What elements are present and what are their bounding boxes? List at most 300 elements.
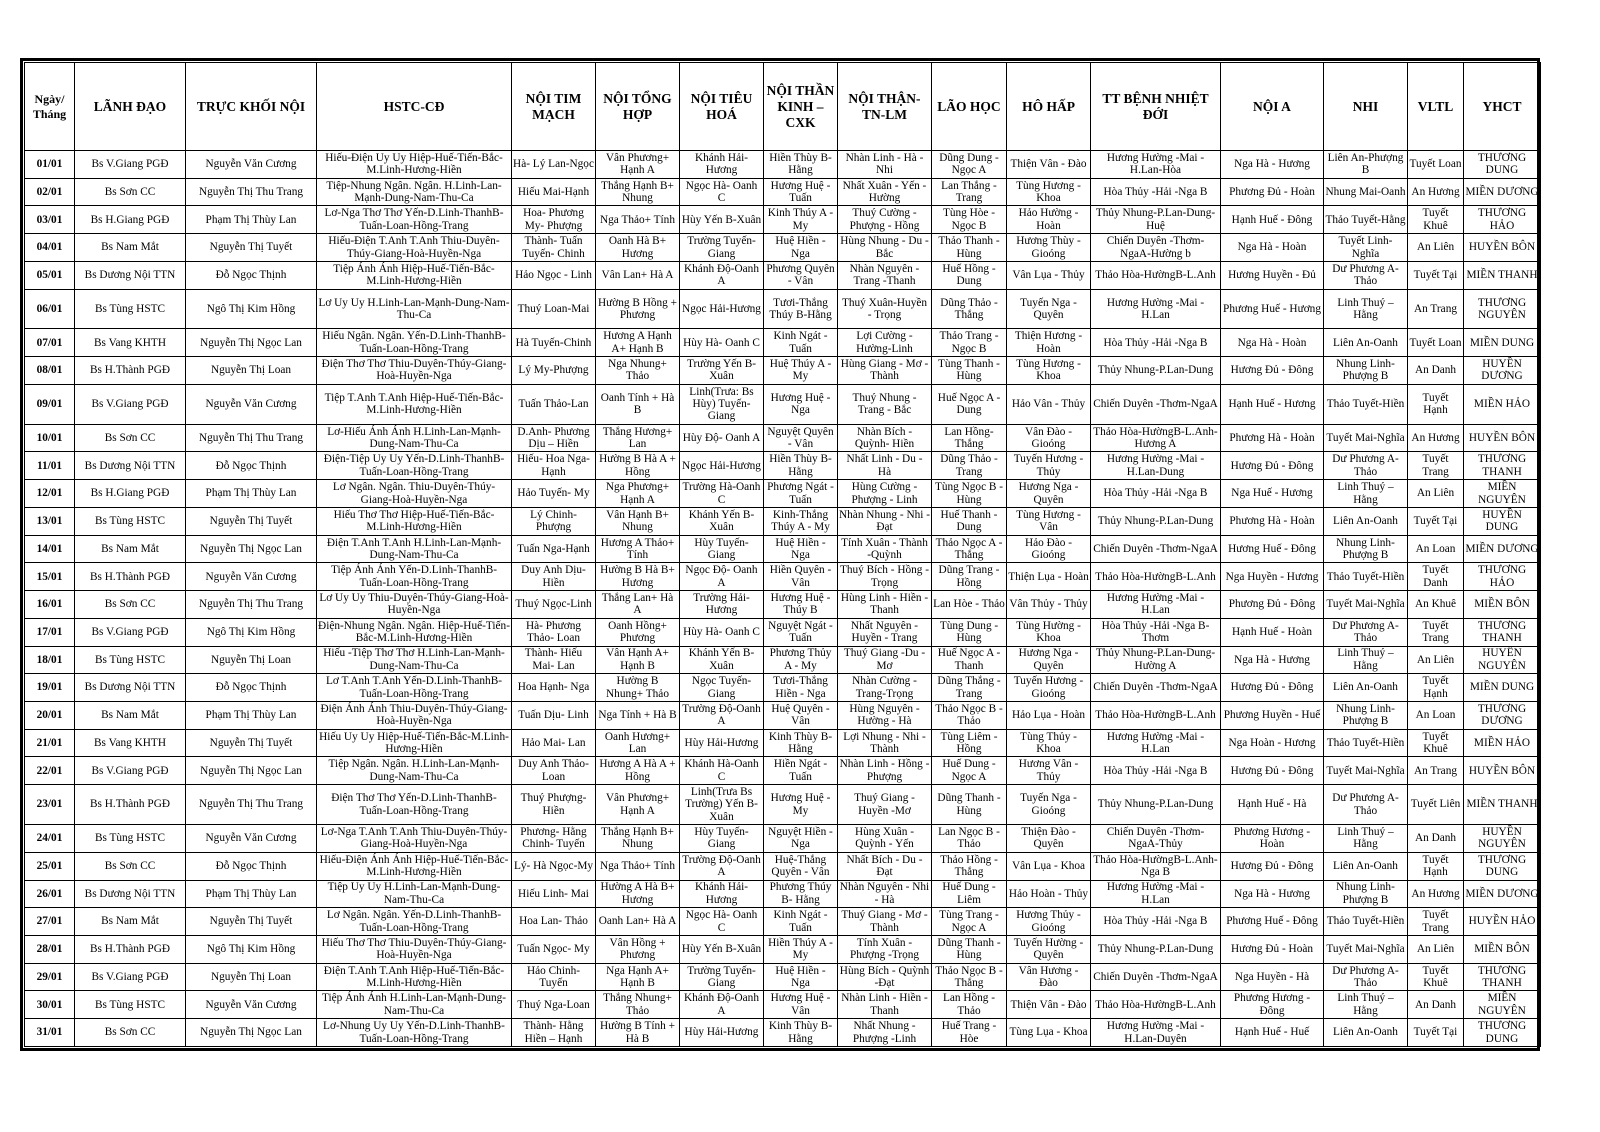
cell-gastroenterology: Linh(Trưa Bs Trường) Yến B- Xuân	[680, 785, 764, 825]
cell-gastroenterology: Trường Độ-Oanh A	[680, 701, 764, 729]
cell-leader: Bs Nam Mắt	[75, 234, 186, 262]
cell-date: 11/01	[25, 452, 75, 480]
cell-nephrology: Hùng Bích - Quỳnh -Đạt	[838, 963, 932, 991]
cell-internal-a: Hương Đủ - Hoàn	[1221, 935, 1324, 963]
cell-pediatrics: Thảo Tuyết-Hằng	[1324, 206, 1408, 234]
cell-leader: Bs Dương Nội TTN	[75, 674, 186, 702]
cell-date: 09/01	[25, 384, 75, 424]
cell-gastroenterology: Ngọc Tuyến-Giang	[680, 674, 764, 702]
cell-geriatrics: Thảo Ngọc B - Thắng	[932, 963, 1007, 991]
cell-traditional-medicine: THƯƠNG THANH	[1464, 618, 1541, 646]
cell-neurology: Hương Huệ - Thúy B	[764, 591, 838, 619]
cell-geriatrics: Dũng Trang - Hồng	[932, 563, 1007, 591]
cell-cardiology: Lý Chinh-Phượng	[512, 507, 596, 535]
cell-respiratory: Thiện Vân - Đào	[1007, 151, 1091, 179]
cell-physiotherapy: Tuyết Hạnh	[1408, 852, 1464, 880]
cell-leader: Bs H.Thành PGĐ	[75, 935, 186, 963]
cell-leader: Bs H.Thành PGĐ	[75, 563, 186, 591]
cell-general-internal: Vân Hạnh A+ Hạnh B	[596, 646, 680, 674]
cell-internal-a: Phương Hà - Hoàn	[1221, 507, 1324, 535]
cell-physiotherapy: An Liên	[1408, 480, 1464, 508]
cell-cardiology: Thuý Loan-Mai	[512, 289, 596, 329]
cell-respiratory: Hảo Đào - Gioóng	[1007, 535, 1091, 563]
cell-respiratory: Vân Hương - Đào	[1007, 963, 1091, 991]
cell-internal-a: Hạnh Huế - Hà	[1221, 785, 1324, 825]
cell-pediatrics: Linh Thuý – Hằng	[1324, 991, 1408, 1019]
cell-internal-duty: Nguyễn Thị Loan	[186, 646, 317, 674]
cell-leader: Bs Dương Nội TTN	[75, 452, 186, 480]
cell-internal-a: Nga Huyền - Hà	[1221, 963, 1324, 991]
cell-cardiology: Thành- Hằng Hiền – Hạnh	[512, 1019, 596, 1047]
header-date: Ngày/ Tháng	[25, 63, 75, 151]
cell-general-internal: Vân Lan+ Hà A	[596, 261, 680, 289]
cell-internal-a: Hương Huế - Đông	[1221, 535, 1324, 563]
cell-nephrology: Thuý Giang - Mơ - Thành	[838, 908, 932, 936]
cell-date: 04/01	[25, 234, 75, 262]
cell-internal-duty: Ngô Thị Kim Hồng	[186, 935, 317, 963]
table-row	[25, 289, 1541, 329]
cell-date: 26/01	[25, 880, 75, 908]
cell-internal-a: Hương Đủ - Đông	[1221, 852, 1324, 880]
cell-hstc-cd: Hiếu Ngân. Ngân. Yến-D.Linh-ThanhB-Tuấn-Loan-Hồng-Trang	[317, 329, 512, 357]
cell-traditional-medicine: THƯƠNG DƯƠNG	[1464, 701, 1541, 729]
cell-tropical-diseases: Thủy Nhung-P.Lan-Dung-Huệ	[1091, 206, 1221, 234]
cell-hstc-cd: Lơ-Nhung Uy Uy Yến-D.Linh-ThanhB-Tuấn-Loan-Hồng-Trang	[317, 1019, 512, 1047]
cell-traditional-medicine: HUYỀN BÔN	[1464, 757, 1541, 785]
cell-neurology: Kinh Thùy B-Hằng	[764, 1019, 838, 1047]
cell-internal-a: Nga Hoàn - Hương	[1221, 729, 1324, 757]
cell-neurology: Hương Huệ - Vân	[764, 991, 838, 1019]
cell-geriatrics: Huế Thanh - Dung	[932, 507, 1007, 535]
header-nephrology: NỘI THẬN-TN-LM	[838, 63, 932, 151]
cell-general-internal: Hương A Hạnh A+ Hạnh B	[596, 329, 680, 357]
cell-leader: Bs V.Giang PGĐ	[75, 963, 186, 991]
cell-nephrology: Nhàn Nhung - Nhi - Đạt	[839, 508, 930, 534]
cell-date: 23/01	[25, 785, 75, 825]
cell-date: 24/01	[25, 825, 75, 853]
cell-tropical-diseases: Thủy Nhung-P.Lan-Dung	[1091, 507, 1221, 535]
cell-pediatrics: Linh Thuý – Hằng	[1324, 825, 1408, 853]
cell-nephrology: Nhất Nguyên - Huyền - Trang	[838, 618, 932, 646]
cell-respiratory: Hương Nga - Quyên	[1007, 480, 1091, 508]
cell-respiratory: Thiện Vân - Đào	[1007, 991, 1091, 1019]
cell-general-internal: Hường B Tính + Hà B	[596, 1019, 680, 1047]
cell-cardiology: Hà- Lý Lan-Ngọc	[512, 151, 596, 179]
cell-date: 27/01	[25, 908, 75, 936]
cell-geriatrics: Lan Hồng - Thảo	[932, 991, 1007, 1019]
cell-physiotherapy: An Liên	[1408, 935, 1464, 963]
header-gastroenterology: NỘI TIÊU HOÁ	[680, 63, 764, 151]
cell-pediatrics: Liên An-Oanh	[1324, 507, 1408, 535]
cell-respiratory: Tuyến Hường - Quyên	[1007, 935, 1091, 963]
cell-general-internal: Oanh Tính + Hà B	[596, 384, 680, 424]
cell-internal-a: Phương Huế - Hương	[1221, 289, 1324, 329]
cell-cardiology: Thành- Hiếu Mai- Lan	[512, 646, 596, 674]
cell-internal-duty: Nguyễn Thị Ngọc Lan	[186, 1019, 317, 1047]
cell-geriatrics: Tùng Liêm - Hồng	[932, 729, 1007, 757]
cell-tropical-diseases: Hương Hường -Mai - H.Lan-Dung	[1091, 452, 1221, 480]
cell-neurology: Phương Thủy A - My	[764, 646, 838, 674]
table-row	[25, 535, 1541, 563]
cell-respiratory: Tùng Lụa - Khoa	[1007, 1019, 1091, 1047]
cell-hstc-cd: Lơ Uy Uy Thiu-Duyên-Thúy-Giang-Hoà-Huyền-Nga	[317, 591, 512, 619]
cell-respiratory: Hảo Hường - Hoàn	[1007, 206, 1091, 234]
table-row	[25, 674, 1541, 702]
cell-gastroenterology: Trường Tuyến-Giang	[680, 234, 764, 262]
cell-geriatrics: Tùng Dung - Hùng	[932, 618, 1007, 646]
cell-geriatrics: Dũng Thắng - Trang	[932, 674, 1007, 702]
cell-internal-duty: Đỗ Ngọc Thịnh	[186, 852, 317, 880]
cell-traditional-medicine: HUYỀN DƯƠNG	[1464, 357, 1541, 385]
cell-leader: Bs Tùng HSTC	[75, 991, 186, 1019]
cell-neurology: Tươi-Thắng Hiền - Nga	[764, 674, 838, 702]
cell-hstc-cd: Tiệp Ánh Ánh H.Linh-Lan-Mạnh-Dung-Nam-Thu-Ca	[317, 991, 512, 1019]
cell-physiotherapy: Tuyết Khuê	[1408, 206, 1464, 234]
cell-internal-duty: Nguyễn Thị Tuyết	[186, 234, 317, 262]
cell-physiotherapy: Tuyết Tại	[1408, 507, 1464, 535]
cell-cardiology: Hiếu- Hoa Nga-Hạnh	[512, 452, 596, 480]
header-traditional-medicine: YHCT	[1464, 63, 1541, 151]
cell-tropical-diseases: Chiến Duyên -Thơm-NgaA	[1091, 963, 1221, 991]
cell-internal-a: Phương Đủ - Đông	[1221, 591, 1324, 619]
cell-tropical-diseases: Hương Hường -Mai - H.Lan	[1091, 591, 1221, 619]
cell-internal-a: Hương Đủ - Đông	[1221, 357, 1324, 385]
cell-date: 17/01	[25, 618, 75, 646]
cell-neurology: Kinh-Thắng Thúy A - My	[764, 507, 838, 535]
cell-tropical-diseases: Hương Hường -Mai - H.Lan	[1091, 729, 1221, 757]
cell-hstc-cd: Lơ T.Anh T.Anh Yến-D.Linh-ThanhB-Tuấn-Loan-Hồng-Trang	[317, 674, 512, 702]
cell-internal-duty: Nguyễn Thị Loan	[186, 963, 317, 991]
cell-internal-duty: Nguyễn Văn Cương	[186, 825, 317, 853]
table-row	[25, 963, 1541, 991]
cell-date: 14/01	[25, 535, 75, 563]
cell-tropical-diseases: Thủy Nhung-P.Lan-Dung	[1091, 785, 1221, 825]
cell-respiratory: Vân Lụa - Thủy	[1007, 261, 1091, 289]
cell-traditional-medicine: MIỀN DƯƠNG	[1464, 178, 1541, 206]
cell-physiotherapy: Tuyết Trang	[1408, 452, 1464, 480]
cell-date: 02/01	[25, 178, 75, 206]
cell-physiotherapy: An Hương	[1408, 424, 1464, 452]
cell-gastroenterology: Ngọc Độ- Oanh A	[680, 563, 764, 591]
cell-hstc-cd: Lơ-Hiếu Ánh Ánh H.Linh-Lan-Mạnh-Dung-Nam-Thu-Ca	[317, 424, 512, 452]
cell-tropical-diseases: Chiến Duyên -Thơm-NgaA	[1091, 384, 1221, 424]
cell-nephrology: Nhất Linh - Du - Hà	[838, 452, 932, 480]
table-row	[25, 452, 1541, 480]
cell-traditional-medicine: MIỀN BÔN	[1464, 591, 1541, 619]
cell-internal-duty: Nguyễn Văn Cương	[186, 384, 317, 424]
cell-gastroenterology: Khánh Yến B-Xuân	[680, 646, 764, 674]
cell-geriatrics: Dũng Thanh - Hùng	[932, 785, 1007, 825]
cell-traditional-medicine: THƯƠNG THANH	[1464, 452, 1541, 480]
cell-pediatrics: Tuyết Mai-Nghĩa	[1324, 424, 1408, 452]
cell-respiratory: Tuyến Nga - Gioóng	[1007, 785, 1091, 825]
cell-pediatrics: Linh Thuý – Hằng	[1324, 289, 1408, 329]
cell-gastroenterology: Hùy Hà- Oanh C	[680, 618, 764, 646]
cell-cardiology: Hảo Ngọc - Linh	[512, 261, 596, 289]
cell-neurology: Kinh Ngát - Tuấn	[764, 908, 838, 936]
cell-tropical-diseases: Thủy Nhung-P.Lan-Dung- Hường A	[1091, 646, 1221, 674]
cell-nephrology: Nhàn Linh - Hồng - Phượng	[838, 757, 932, 785]
cell-tropical-diseases: Hương Hường -Mai - H.Lan-Duyên	[1091, 1019, 1221, 1047]
cell-general-internal: Oanh Hà B+ Hương	[596, 234, 680, 262]
cell-general-internal: Hường B Nhung+ Thảo	[596, 674, 680, 702]
cell-hstc-cd: Điện T.Anh T.Anh H.Linh-Lan-Mạnh-Dung-Nam-Thu-Ca	[317, 535, 512, 563]
cell-tropical-diseases: Chiến Duyên -Thơm-NgaA-Hường b	[1091, 234, 1221, 262]
cell-traditional-medicine: MIỀN HẢO	[1464, 729, 1541, 757]
cell-physiotherapy: An Danh	[1408, 357, 1464, 385]
cell-hstc-cd: Tiệp T.Anh T.Anh Hiệp-Huế-Tiến-Bắc-M.Linh-Hương-Hiền	[317, 384, 512, 424]
cell-neurology: Hiền Thúy A - My	[764, 935, 838, 963]
cell-neurology: Hiền Thùy B-Hằng	[764, 452, 838, 480]
cell-date: 31/01	[25, 1019, 75, 1047]
cell-neurology: Phương Quyên - Vân	[764, 261, 838, 289]
table-row	[25, 618, 1541, 646]
cell-internal-duty: Nguyễn Thị Thu Trang	[186, 178, 317, 206]
cell-hstc-cd: Lơ Ngân. Ngân. Thiu-Duyên-Thúy-Giang-Hoà-Huyền-Nga	[317, 480, 512, 508]
cell-nephrology: Hùng Nhung - Du - Bắc	[838, 234, 932, 262]
cell-date: 10/01	[25, 424, 75, 452]
cell-gastroenterology: Hùy Tuyến-Giang	[680, 825, 764, 853]
cell-internal-a: Hương Đủ - Đông	[1221, 674, 1324, 702]
cell-gastroenterology: Trường Tuyến-Giang	[680, 963, 764, 991]
cell-physiotherapy: An Trang	[1408, 757, 1464, 785]
cell-physiotherapy: An Hương	[1408, 178, 1464, 206]
cell-neurology: Huệ Quyên - Vân	[764, 701, 838, 729]
cell-internal-duty: Đỗ Ngọc Thịnh	[186, 452, 317, 480]
cell-traditional-medicine: HUYỀN BÔN	[1464, 234, 1541, 262]
cell-nephrology: Nhàn Linh - Hà - Nhi	[838, 151, 932, 179]
cell-leader: Bs Tùng HSTC	[75, 507, 186, 535]
cell-respiratory: Hương Nga - Quyên	[1007, 646, 1091, 674]
cell-nephrology: Thuý Nhung - Trang - Bắc	[838, 384, 932, 424]
cell-general-internal: Nga Hạnh A+ Hạnh B	[596, 963, 680, 991]
table-row	[25, 591, 1541, 619]
cell-physiotherapy: An Liên	[1408, 234, 1464, 262]
cell-internal-a: Phương Hà - Hoàn	[1221, 424, 1324, 452]
cell-tropical-diseases: Hòa Thủy -Hải -Nga B	[1091, 908, 1221, 936]
cell-cardiology: Hoa Lan- Thảo	[512, 908, 596, 936]
cell-neurology: Phương Thúy B- Hằng	[764, 880, 838, 908]
cell-gastroenterology: Ngọc Hải-Hương	[680, 452, 764, 480]
cell-pediatrics: Linh Thuý – Hằng	[1324, 480, 1408, 508]
cell-geriatrics: Huế Dung - Liêm	[932, 880, 1007, 908]
cell-tropical-diseases: Hòa Thủy -Hải -Nga B	[1091, 757, 1221, 785]
cell-nephrology: Lợi Cường - Hường-Linh	[838, 329, 932, 357]
cell-gastroenterology: Ngọc Hải-Hương	[680, 289, 764, 329]
cell-internal-a: Phương Đủ - Hoàn	[1221, 178, 1324, 206]
cell-date: 01/01	[25, 151, 75, 179]
cell-date: 12/01	[25, 480, 75, 508]
cell-pediatrics: Liên An-Oanh	[1324, 674, 1408, 702]
cell-traditional-medicine: THƯƠNG HẢO	[1464, 206, 1541, 234]
cell-gastroenterology: Ngọc Hà- Oanh C	[680, 908, 764, 936]
table-row	[25, 785, 1541, 825]
cell-tropical-diseases: Thảo Hòa-HườngB-L.Anh	[1091, 563, 1221, 591]
cell-nephrology: Hùng Linh - Hiền -Thanh	[838, 591, 932, 619]
table-body	[25, 151, 1541, 1047]
cell-hstc-cd: Lơ Ngân. Ngân. Yến-D.Linh-ThanhB-Tuấn-Loan-Hồng-Trang	[317, 908, 512, 936]
cell-date: 30/01	[25, 991, 75, 1019]
cell-geriatrics: Tùng Hòe - Ngọc B	[932, 206, 1007, 234]
cell-gastroenterology: Trường Yến B-Xuân	[680, 357, 764, 385]
cell-respiratory: Hảo Lụa - Hoàn	[1007, 701, 1091, 729]
cell-respiratory: Thiện Lụa - Hoàn	[1007, 563, 1091, 591]
cell-general-internal: Oanh Hương+ Lan	[596, 729, 680, 757]
cell-traditional-medicine: THƯƠNG THANH	[1464, 963, 1541, 991]
cell-geriatrics: Dũng Thảo - Thắng	[932, 289, 1007, 329]
cell-geriatrics: Lan Ngọc B - Thảo	[932, 825, 1007, 853]
cell-gastroenterology: Hùy Độ- Oanh A	[680, 424, 764, 452]
cell-general-internal: Thắng Hạnh B+ Nhung	[596, 178, 680, 206]
cell-leader: Bs Nam Mắt	[75, 535, 186, 563]
cell-hstc-cd: Hiếu-Điện Ánh Ánh Hiệp-Huế-Tiến-Bắc-M.Linh-Hương-Hiền	[317, 852, 512, 880]
cell-hstc-cd: Tiệp-Nhung Ngân. Ngân. H.Linh-Lan-Mạnh-Dung-Nam-Thu-Ca	[317, 178, 512, 206]
cell-nephrology: Nhất Nhung - Phượng -Linh	[838, 1019, 932, 1047]
cell-internal-a: Nga Huyền - Hương	[1221, 563, 1324, 591]
cell-neurology: Huệ Hiền - Nga	[764, 535, 838, 563]
cell-geriatrics: Thảo Trang - Ngọc B	[932, 329, 1007, 357]
cell-general-internal: Nga Phương+ Hạnh A	[596, 480, 680, 508]
cell-internal-a: Nga Hà - Hoàn	[1221, 234, 1324, 262]
cell-pediatrics: Tuyết Linh-Nghĩa	[1324, 234, 1408, 262]
cell-date: 19/01	[25, 674, 75, 702]
table-row	[25, 701, 1541, 729]
cell-respiratory: Tuyến Nga - Quyên	[1007, 289, 1091, 329]
cell-pediatrics: Nhung Linh-Phượng B	[1324, 880, 1408, 908]
cell-internal-a: Nga Hà - Hương	[1221, 151, 1324, 179]
cell-hstc-cd: Hiếu-Điện Uy Uy Hiệp-Huế-Tiến-Bắc-M.Linh-Hương-Hiền	[317, 151, 512, 179]
cell-hstc-cd: Điện-Tiệp Uy Uy Yến-D.Linh-ThanhB-Tuấn-Loan-Hồng-Trang	[317, 452, 512, 480]
cell-pediatrics: Nhung Linh-Phượng B	[1324, 535, 1408, 563]
cell-traditional-medicine: THƯƠNG HẢO	[1464, 563, 1541, 591]
cell-respiratory: Tùng Hương - Vân	[1007, 507, 1091, 535]
cell-general-internal: Thắng Hương+ Lan	[596, 424, 680, 452]
cell-leader: Bs Sơn CC	[75, 178, 186, 206]
cell-leader: Bs H.Giang PGĐ	[75, 206, 186, 234]
cell-traditional-medicine: MIỀN NGUYÊN	[1464, 480, 1541, 508]
cell-gastroenterology: Ngọc Hà- Oanh C	[680, 178, 764, 206]
table-row	[25, 357, 1541, 385]
cell-neurology: Hương Huệ - Tuấn	[764, 178, 838, 206]
cell-tropical-diseases: Hòa Thủy -Hải -Nga B-Thơm	[1091, 618, 1221, 646]
cell-nephrology: Nhàn Nguyên - Trang -Thanh	[838, 261, 932, 289]
cell-physiotherapy: Tuyết Hạnh	[1408, 674, 1464, 702]
cell-geriatrics: Huế Ngọc A - Dung	[932, 384, 1007, 424]
cell-respiratory: Tùng Hương - Khoa	[1007, 357, 1091, 385]
cell-nephrology: Nhàn Linh - Hiền -Thanh	[838, 991, 932, 1019]
cell-leader: Bs Tùng HSTC	[75, 289, 186, 329]
cell-internal-duty: Nguyễn Thị Tuyết	[186, 507, 317, 535]
header-respiratory: HÔ HẤP	[1007, 63, 1091, 151]
cell-cardiology: Duy Anh Thảo-Loan	[512, 757, 596, 785]
cell-gastroenterology: Hùy Hải-Hương	[680, 1019, 764, 1047]
table-row	[25, 234, 1541, 262]
cell-respiratory: Hương Vân - Thủy	[1007, 757, 1091, 785]
cell-neurology: Hiền Thùy B-Hằng	[764, 151, 838, 179]
cell-gastroenterology: Hùy Hải-Hương	[680, 729, 764, 757]
cell-pediatrics: Dư Phương A-Thảo	[1324, 963, 1408, 991]
cell-geriatrics: Dũng Thanh - Hùng	[932, 935, 1007, 963]
cell-nephrology: Thuý Bích - Hồng -Trọng	[838, 563, 932, 591]
cell-nephrology: Hùng Nguyên - Hường - Hà	[838, 701, 932, 729]
cell-date: 28/01	[25, 935, 75, 963]
cell-neurology: Hương Huệ - Nga	[764, 384, 838, 424]
cell-general-internal: Thắng Hạnh B+ Nhung	[596, 825, 680, 853]
cell-geriatrics: Dũng Dung - Ngọc A	[932, 151, 1007, 179]
cell-geriatrics: Thảo Thanh - Hùng	[932, 234, 1007, 262]
cell-internal-duty: Phạm Thị Thùy Lan	[186, 701, 317, 729]
cell-date: 05/01	[25, 261, 75, 289]
cell-hstc-cd: Lơ-Nga Thơ Thơ Yến-D.Linh-ThanhB-Tuấn-Loan-Hồng-Trang	[317, 206, 512, 234]
cell-nephrology: Nhất Bích - Du - Đạt	[838, 852, 932, 880]
cell-hstc-cd: Hiếu Uy Uy Hiệp-Huế-Tiến-Bắc-M.Linh-Hương-Hiền	[317, 729, 512, 757]
cell-hstc-cd: Tiệp Ngân. Ngân. H.Linh-Lan-Mạnh-Dung-Nam-Thu-Ca	[317, 757, 512, 785]
cell-internal-a: Nga Hà - Hương	[1221, 646, 1324, 674]
cell-neurology: Huệ-Thắng Quyên - Vân	[764, 852, 838, 880]
cell-general-internal: Vân Phương+ Hạnh A	[596, 151, 680, 179]
cell-date: 08/01	[25, 357, 75, 385]
cell-tropical-diseases: Hòa Thủy -Hải -Nga B	[1091, 178, 1221, 206]
cell-respiratory: Thiện Hương - Hoàn	[1007, 329, 1091, 357]
cell-internal-duty: Phạm Thị Thùy Lan	[186, 880, 317, 908]
table-row	[25, 206, 1541, 234]
cell-tropical-diseases: Thảo Hòa-HườngB-L.Anh-Hương A	[1091, 424, 1221, 452]
cell-internal-duty: Nguyễn Thị Thu Trang	[186, 424, 317, 452]
cell-internal-duty: Ngô Thị Kim Hồng	[186, 289, 317, 329]
cell-gastroenterology: Hùy Tuyến-Giang	[680, 535, 764, 563]
cell-physiotherapy: An Liên	[1408, 646, 1464, 674]
cell-neurology: Kinh Thùy B-Hằng	[764, 729, 838, 757]
cell-hstc-cd: Hiếu Thơ Thơ Thiu-Duyên-Thúy-Giang-Hoà-Huyền-Nga	[317, 935, 512, 963]
cell-date: 06/01	[25, 289, 75, 329]
cell-leader: Bs Vang KHTH	[75, 729, 186, 757]
cell-geriatrics: Huế Ngọc A - Thanh	[932, 646, 1007, 674]
cell-geriatrics: Huế Hồng - Dung	[932, 261, 1007, 289]
cell-cardiology: Tuấn Ngọc- My	[512, 935, 596, 963]
cell-gastroenterology: Trường Hải-Hương	[680, 591, 764, 619]
header-leader: LÃNH ĐẠO	[75, 63, 186, 151]
cell-geriatrics: Huế Dung - Ngọc A	[932, 757, 1007, 785]
cell-tropical-diseases: Hương Hường -Mai - H.Lan	[1091, 289, 1221, 329]
cell-neurology: Huệ Hiền - Nga	[764, 234, 838, 262]
cell-date: 20/01	[25, 701, 75, 729]
cell-date: 18/01	[25, 646, 75, 674]
cell-tropical-diseases: Hòa Thủy -Hải -Nga B	[1091, 480, 1221, 508]
cell-physiotherapy: Tuyết Trang	[1408, 618, 1464, 646]
cell-respiratory: Hảo Vân - Thủy	[1007, 384, 1091, 424]
cell-neurology: Tươi-Thắng Thúy B-Hằng	[764, 289, 838, 329]
cell-general-internal: Nga Tính + Hà B	[596, 701, 680, 729]
cell-neurology: Nguyệt Ngát - Tuấn	[764, 618, 838, 646]
cell-traditional-medicine: THƯƠNG DUNG	[1464, 1019, 1541, 1047]
cell-pediatrics: Liên An-Oanh	[1324, 852, 1408, 880]
cell-respiratory: Hảo Hoàn - Thủy	[1007, 880, 1091, 908]
cell-respiratory: Vân Đào - Gioóng	[1007, 424, 1091, 452]
cell-physiotherapy: Tuyết Trang	[1408, 908, 1464, 936]
cell-general-internal: Oanh Hồng+ Phương	[596, 618, 680, 646]
cell-neurology: Hương Huệ - My	[764, 785, 838, 825]
cell-pediatrics: Tuyết Mai-Nghĩa	[1324, 591, 1408, 619]
cell-neurology: Nguyệt Hiền - Nga	[764, 825, 838, 853]
cell-neurology: Nguyệt Quyên - Vân	[764, 424, 838, 452]
cell-gastroenterology: Hùy Yến B-Xuân	[680, 935, 764, 963]
cell-physiotherapy: An Loan	[1408, 701, 1464, 729]
cell-hstc-cd: Điện-Nhung Ngân. Ngân. Hiệp-Huế-Tiến-Bắc-M.Linh-Hương-Hiền	[318, 619, 510, 645]
cell-tropical-diseases: Thảo Hòa-HườngB-L.Anh-Nga B	[1091, 852, 1221, 880]
cell-respiratory: Tuyến Hương - Gioóng	[1007, 674, 1091, 702]
table-row	[25, 329, 1541, 357]
cell-cardiology: Lý- Hà Ngọc-My	[512, 852, 596, 880]
